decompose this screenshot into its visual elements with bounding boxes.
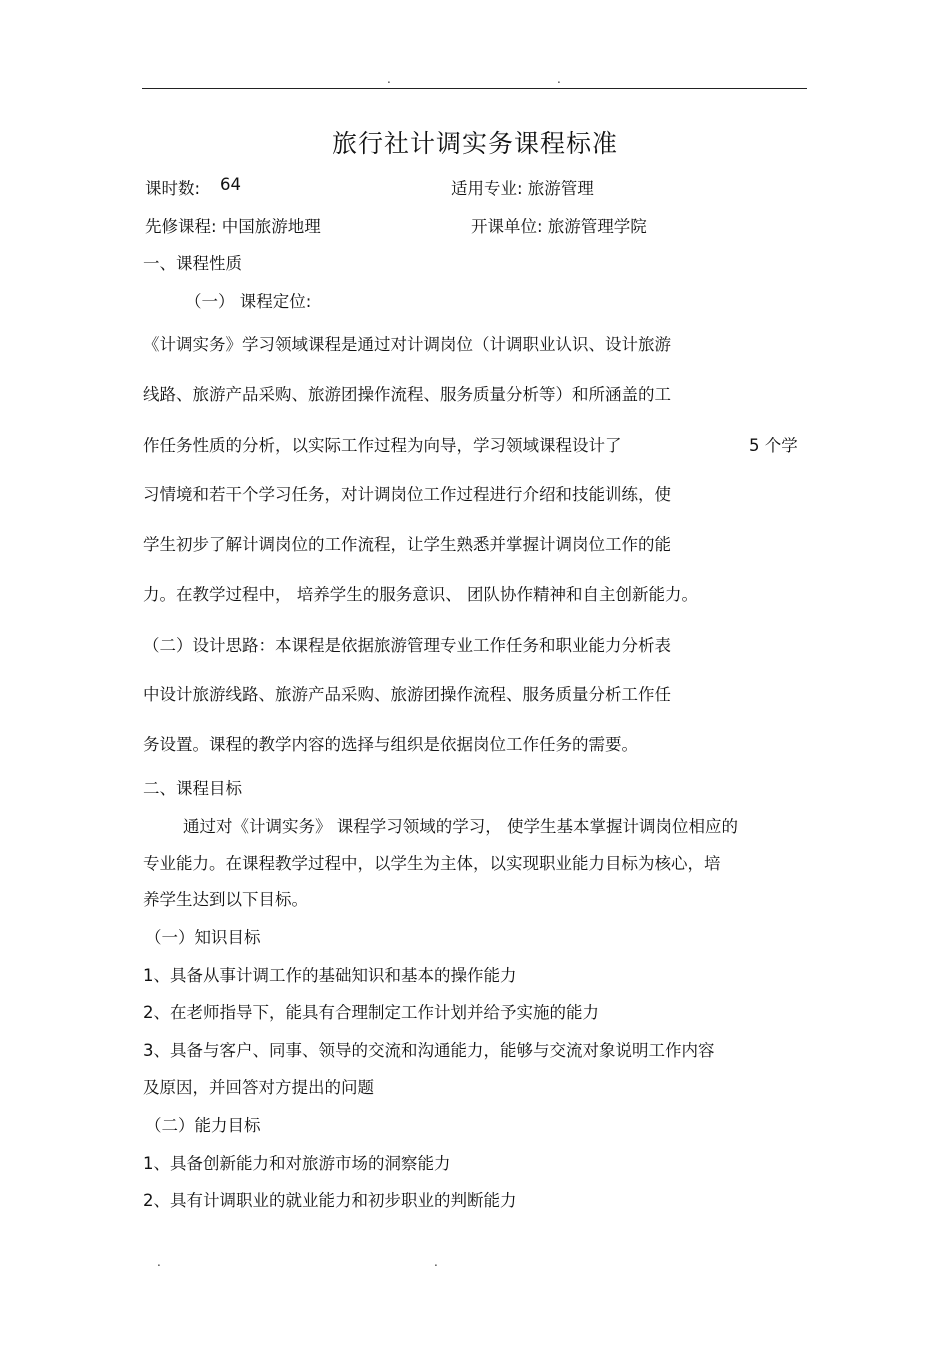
knowledge-heading: （一）知识目标 [145,928,261,947]
para2-line: （二）设计思路：本课程是依据旅游管理专业工作任务和职业能力分析表 [143,636,671,655]
para2-line: 中设计旅游线路、旅游产品采购、旅游团操作流程、服务质量分析工作任 [143,685,671,704]
para1-line: 线路、旅游产品采购、旅游团操作流程、服务质量分析等）和所涵盖的工 [143,385,671,404]
ability-heading: （二）能力目标 [145,1116,261,1135]
header-dot-left: . [387,72,391,86]
document-title: 旅行社计调实务课程标准 [331,129,618,158]
para1-line: 习情境和若干个学习任务，对计调岗位工作过程进行介绍和技能训练，使 [143,485,671,504]
intro-line: 养学生达到以下目标。 [143,890,308,909]
knowledge-item: 3、具备与客户、同事、领导的交流和沟通能力，能够与交流对象说明工作内容 [143,1041,715,1060]
unit-field: 开课单位: 旅游管理学院 [471,217,647,236]
section2-heading: 二、课程目标 [143,779,242,798]
para1-line-tail: 5 个学 [749,436,798,455]
knowledge-item: 及原因，并回答对方提出的问题 [143,1078,374,1097]
prereq-field: 先修课程: 中国旅游地理 [145,217,321,236]
section1-heading: 一、课程性质 [143,254,242,273]
major-field: 适用专业: 旅游管理 [451,179,594,198]
para1-line: 学生初步了解计调岗位的工作流程，让学生熟悉并掌握计调岗位工作的能 [143,535,671,554]
para2-line: 务设置。课程的教学内容的选择与组织是依据岗位工作任务的需要。 [143,735,638,754]
header-rule [142,88,807,89]
knowledge-item: 1、具备从事计调工作的基础知识和基本的操作能力 [143,966,517,985]
hours-value: 64 [220,175,241,194]
hours-label: 课时数: [145,179,201,198]
para1-line: 力。在教学过程中， 培养学生的服务意识、 团队协作精神和自主创新能力。 [143,585,698,604]
intro-line: 专业能力。在课程教学过程中，以学生为主体，以实现职业能力目标为核心，培 [143,854,721,873]
knowledge-item: 2、在老师指导下，能具有合理制定工作计划并给予实施的能力 [143,1003,599,1022]
ability-item: 1、具备创新能力和对旅游市场的洞察能力 [143,1154,451,1173]
intro-line: 通过对《计调实务》 课程学习领域的学习， 使学生基本掌握计调岗位相应的 [183,817,738,836]
footer-dot-left: . [157,1255,161,1269]
para1-line: 作任务性质的分析，以实际工作过程为向导，学习领域课程设计了 [143,436,622,455]
header-dot-right: . [557,72,561,86]
section1-sub1: （一） 课程定位: [185,292,312,311]
footer-dot-right: . [434,1255,438,1269]
ability-item: 2、具有计调职业的就业能力和初步职业的判断能力 [143,1191,517,1210]
para1-line: 《计调实务》学习领域课程是通过对计调岗位（计调职业认识、设计旅游 [143,335,671,354]
